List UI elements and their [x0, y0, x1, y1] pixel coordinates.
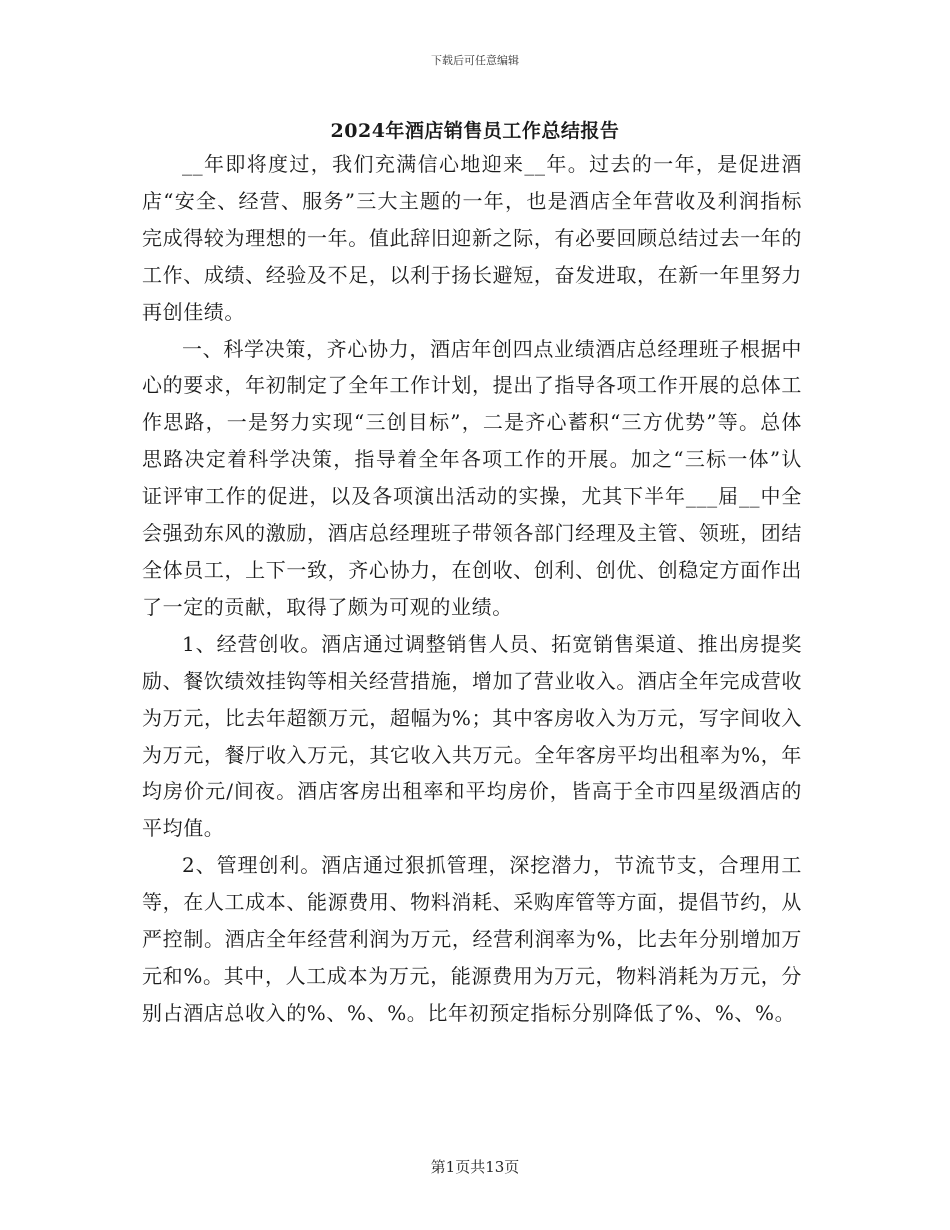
header-note: 下载后可任意编辑 — [431, 54, 519, 67]
paragraph-business-revenue: 1、经营创收。酒店通过调整销售人员、拓宽销售渠道、推出房提奖励、餐饮绩效挂钩等相关经营措施，增加了营业收入。酒店全年完成营收为万元，比去年超额万元，超幅为%；其中客房收入为万元，写字间收入为万元，餐厅收入万元，其它收入共万元。全年客房平均出租率为%，年均房价元/间夜。酒店客房出租率和平均房价，皆高于全市四星级酒店的平均值。 — [142, 631, 802, 841]
paragraph-intro: __年即将度过，我们充满信心地迎来__年。过去的一年，是促进酒店“安全、经营、服务”三大主题的一年，也是酒店全年营收及利润指标完成得较为理想的一年。值此辞旧迎新之际，有必要回顾总结过去一年的工作、成绩、经验及不足，以利于扬长避短，奋发进取，在新一年里努力再创佳绩。 — [142, 152, 802, 324]
paragraph-management-profit: 2、管理创利。酒店通过狠抓管理，深挖潜力，节流节支，合理用工等，在人工成本、能源费用、物料消耗、采购库管等方面，提倡节约，从严控制。酒店全年经营利润为万元，经营利润率为%，比去年分别增加万元和%。其中，人工成本为万元，能源费用为万元，物料消耗为万元，分别占酒店总收入的%、%、%。比年初预定指标分别降低了%、%、%。 — [142, 853, 802, 1025]
document-body — [142, 146, 802, 1032]
paragraph-section-1: 一、科学决策，齐心协力，酒店年创四点业绩酒店总经理班子根据中心的要求，年初制定了全年工作计划，提出了指导各项工作开展的总体工作思路，一是努力实现“三创目标”，二是齐心蓄积“三方优势”等。总体思路决定着科学决策，指导着全年各项工作的开展。加之“三标一体”认证评审工作的促进，以及各项演出活动的实操，尤其下半年___届__中全会强劲东风的激励，酒店总经理班子带领各部门经理及主管、领班，团结全体员工，上下一致，齐心协力，在创收、创利、创优、创稳定方面作出了一定的贡献，取得了颇为可观的业绩。 — [142, 336, 802, 619]
page-number-footer: 第1页共13页 — [430, 1158, 520, 1176]
document-title: 2024年酒店销售员工作总结报告 — [330, 120, 620, 142]
